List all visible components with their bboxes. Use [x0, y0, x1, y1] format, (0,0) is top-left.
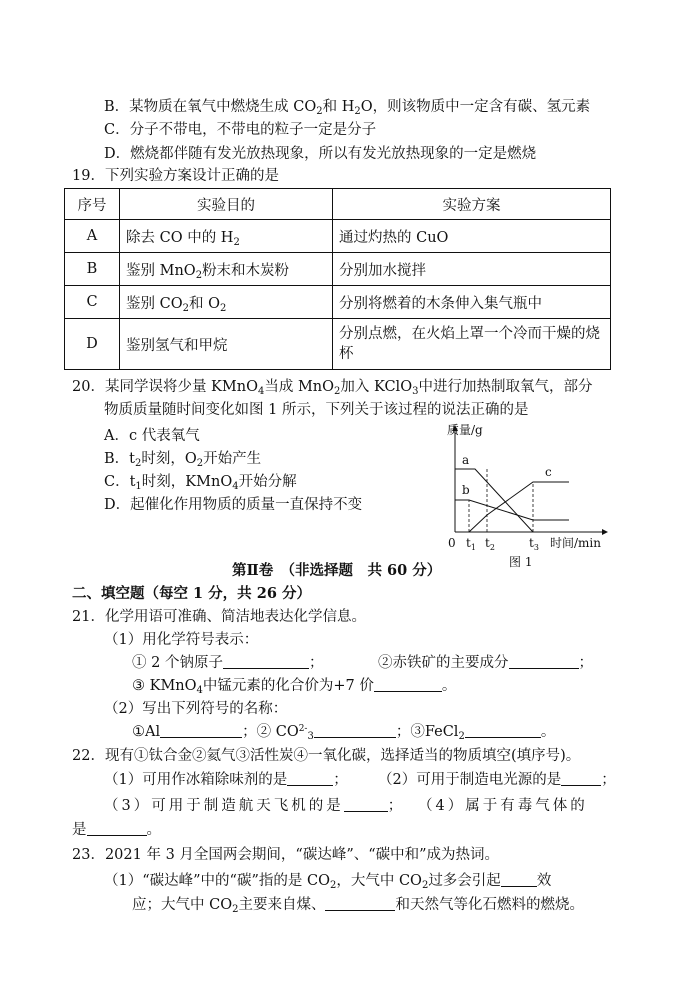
q23-part1-line1: （1）“碳达峰”中的“碳”指的是 $CO_2$，大气中 $CO_2$过多会引起 效	[104, 873, 552, 891]
q21-item2: ②赤铁矿的主要成分 ；	[378, 655, 593, 671]
q21-part2: （2）写出下列符号的名称：	[104, 701, 288, 717]
table-header-row	[65, 189, 611, 220]
q18-option-b: B．某物质在氧气中燃烧生成 $CO_2$和 $H_2O$，则该物质中一定含有碳、氢元素	[104, 99, 591, 117]
header-goal: 实验目的	[120, 189, 333, 220]
q21-part1: （1）用化学符号表示：	[104, 632, 259, 648]
answer-blank[interactable]	[561, 770, 601, 786]
row-id: A	[65, 220, 120, 253]
mass-time-figure	[445, 420, 615, 580]
q22-item4-cont: 是 。	[72, 822, 161, 838]
q22-item2: （2）可用于制造电光源的是 ；	[378, 772, 616, 788]
t1-label: $t_1$	[466, 536, 476, 552]
figure-caption: 图 1	[509, 555, 533, 569]
q20-stem-line1: 20．某同学误将少量 KMnO$_4$当成 MnO$_2$加入 KClO$_3$中进行加热制取氧气，部分	[72, 379, 593, 397]
label-b: b	[462, 483, 470, 497]
label-c: c	[545, 465, 552, 479]
row-scheme: 通过灼热的 CuO	[333, 220, 611, 253]
q18-option-c: C．分子不带电，不带电的粒子一定是分子	[104, 122, 377, 138]
q22-item4: （4）属于有毒气体的	[418, 798, 588, 814]
q20-option-a: A．c 代表氧气	[104, 428, 200, 444]
curve-b	[455, 500, 569, 520]
q23-part1-line2: 应；大气中 $CO_2$主要来自煤、 和天然气等化石燃料的燃烧。	[132, 897, 584, 915]
origin-label: 0	[448, 536, 456, 550]
row-goal: 鉴别 MnO$_2$粉末和木炭粉	[120, 253, 333, 286]
answer-blank[interactable]	[160, 722, 242, 738]
q23-stem: 23．2021 年 3 月全国两会期间，“碳达峰”、“碳中和”成为热词。	[72, 847, 500, 863]
header-id: 序号	[65, 189, 120, 220]
row-goal: 鉴别 $CO_2$和 $O_2$	[120, 286, 333, 319]
row-goal: 除去 CO 中的 $H_2$	[120, 220, 333, 253]
q21-item3: ③ KMnO$_4$中锰元素的化合价为+7 价 。	[132, 678, 457, 696]
answer-blank[interactable]	[344, 796, 388, 812]
section-fill-blank: 二、填空题（每空 1 分，共 26 分）	[72, 585, 311, 602]
answer-blank[interactable]	[325, 895, 395, 911]
row-id: B	[65, 253, 120, 286]
q18-option-d: D．燃烧都伴随有发光放热现象，所以有发光放热现象的一定是燃烧	[104, 146, 537, 162]
q20-stem-line2: 物质质量随时间变化如图 1 所示，下列关于该过程的说法正确的是	[104, 402, 529, 418]
answer-blank[interactable]	[87, 820, 147, 836]
q21-names: ①Al ；② $CO^{2-}_3$ ；③FeCl$_2$ 。	[132, 724, 556, 742]
answer-blank[interactable]	[374, 676, 442, 692]
q19-stem: 19．下列实验方案设计正确的是	[72, 168, 279, 184]
answer-blank[interactable]	[465, 722, 541, 738]
t2-label: $t_2$	[485, 536, 495, 552]
row-id: C	[65, 286, 120, 319]
header-scheme: 实验方案	[333, 189, 611, 220]
q22-item3: （3）可用于制造航天飞机的是 ；	[104, 798, 406, 814]
table-row	[65, 253, 611, 286]
row-scheme: 分别将燃着的木条伸入集气瓶中	[333, 286, 611, 319]
t3-label: $t_3$	[529, 536, 539, 552]
q19-table	[64, 188, 611, 370]
part2-title: 第Ⅱ卷 （非选择题 共 60 分）	[232, 562, 442, 579]
row-scheme: 分别点燃，在火焰上罩一个冷而干燥的烧杯	[333, 319, 611, 370]
label-a: a	[462, 453, 470, 467]
answer-blank[interactable]	[223, 653, 309, 669]
table-row	[65, 286, 611, 319]
q22-stem: 22．现有①钛合金②氦气③活性炭④一氧化碳，选择适当的物质填空(填序号)。	[72, 748, 581, 764]
row-id: D	[65, 319, 120, 370]
q21-item1: ① 2 个钠原子 ；	[132, 655, 324, 671]
curve-c	[469, 482, 569, 532]
q21-stem: 21．化学用语可准确、简洁地表达化学信息。	[72, 609, 366, 625]
q20-option-d: D．起催化作用物质的质量一直保持不变	[104, 497, 363, 513]
q20-option-b: B．$t_2$时刻，$O_2$开始产生	[104, 451, 262, 469]
answer-blank[interactable]	[501, 871, 537, 887]
answer-blank[interactable]	[314, 722, 396, 738]
table-row	[65, 220, 611, 253]
q22-item1: （1）可用作冰箱除味剂的是 ；	[104, 772, 348, 788]
y-axis-label: 质量/g	[447, 423, 483, 437]
x-axis-label: 时间/min	[550, 536, 601, 550]
table-row	[65, 319, 611, 370]
answer-blank[interactable]	[509, 653, 579, 669]
answer-blank[interactable]	[287, 770, 333, 786]
q20-option-c: C．$t_1$时刻，KMnO$_4$开始分解	[104, 474, 297, 492]
row-scheme: 分别加水搅拌	[333, 253, 611, 286]
row-goal: 鉴别氢气和甲烷	[120, 319, 333, 370]
